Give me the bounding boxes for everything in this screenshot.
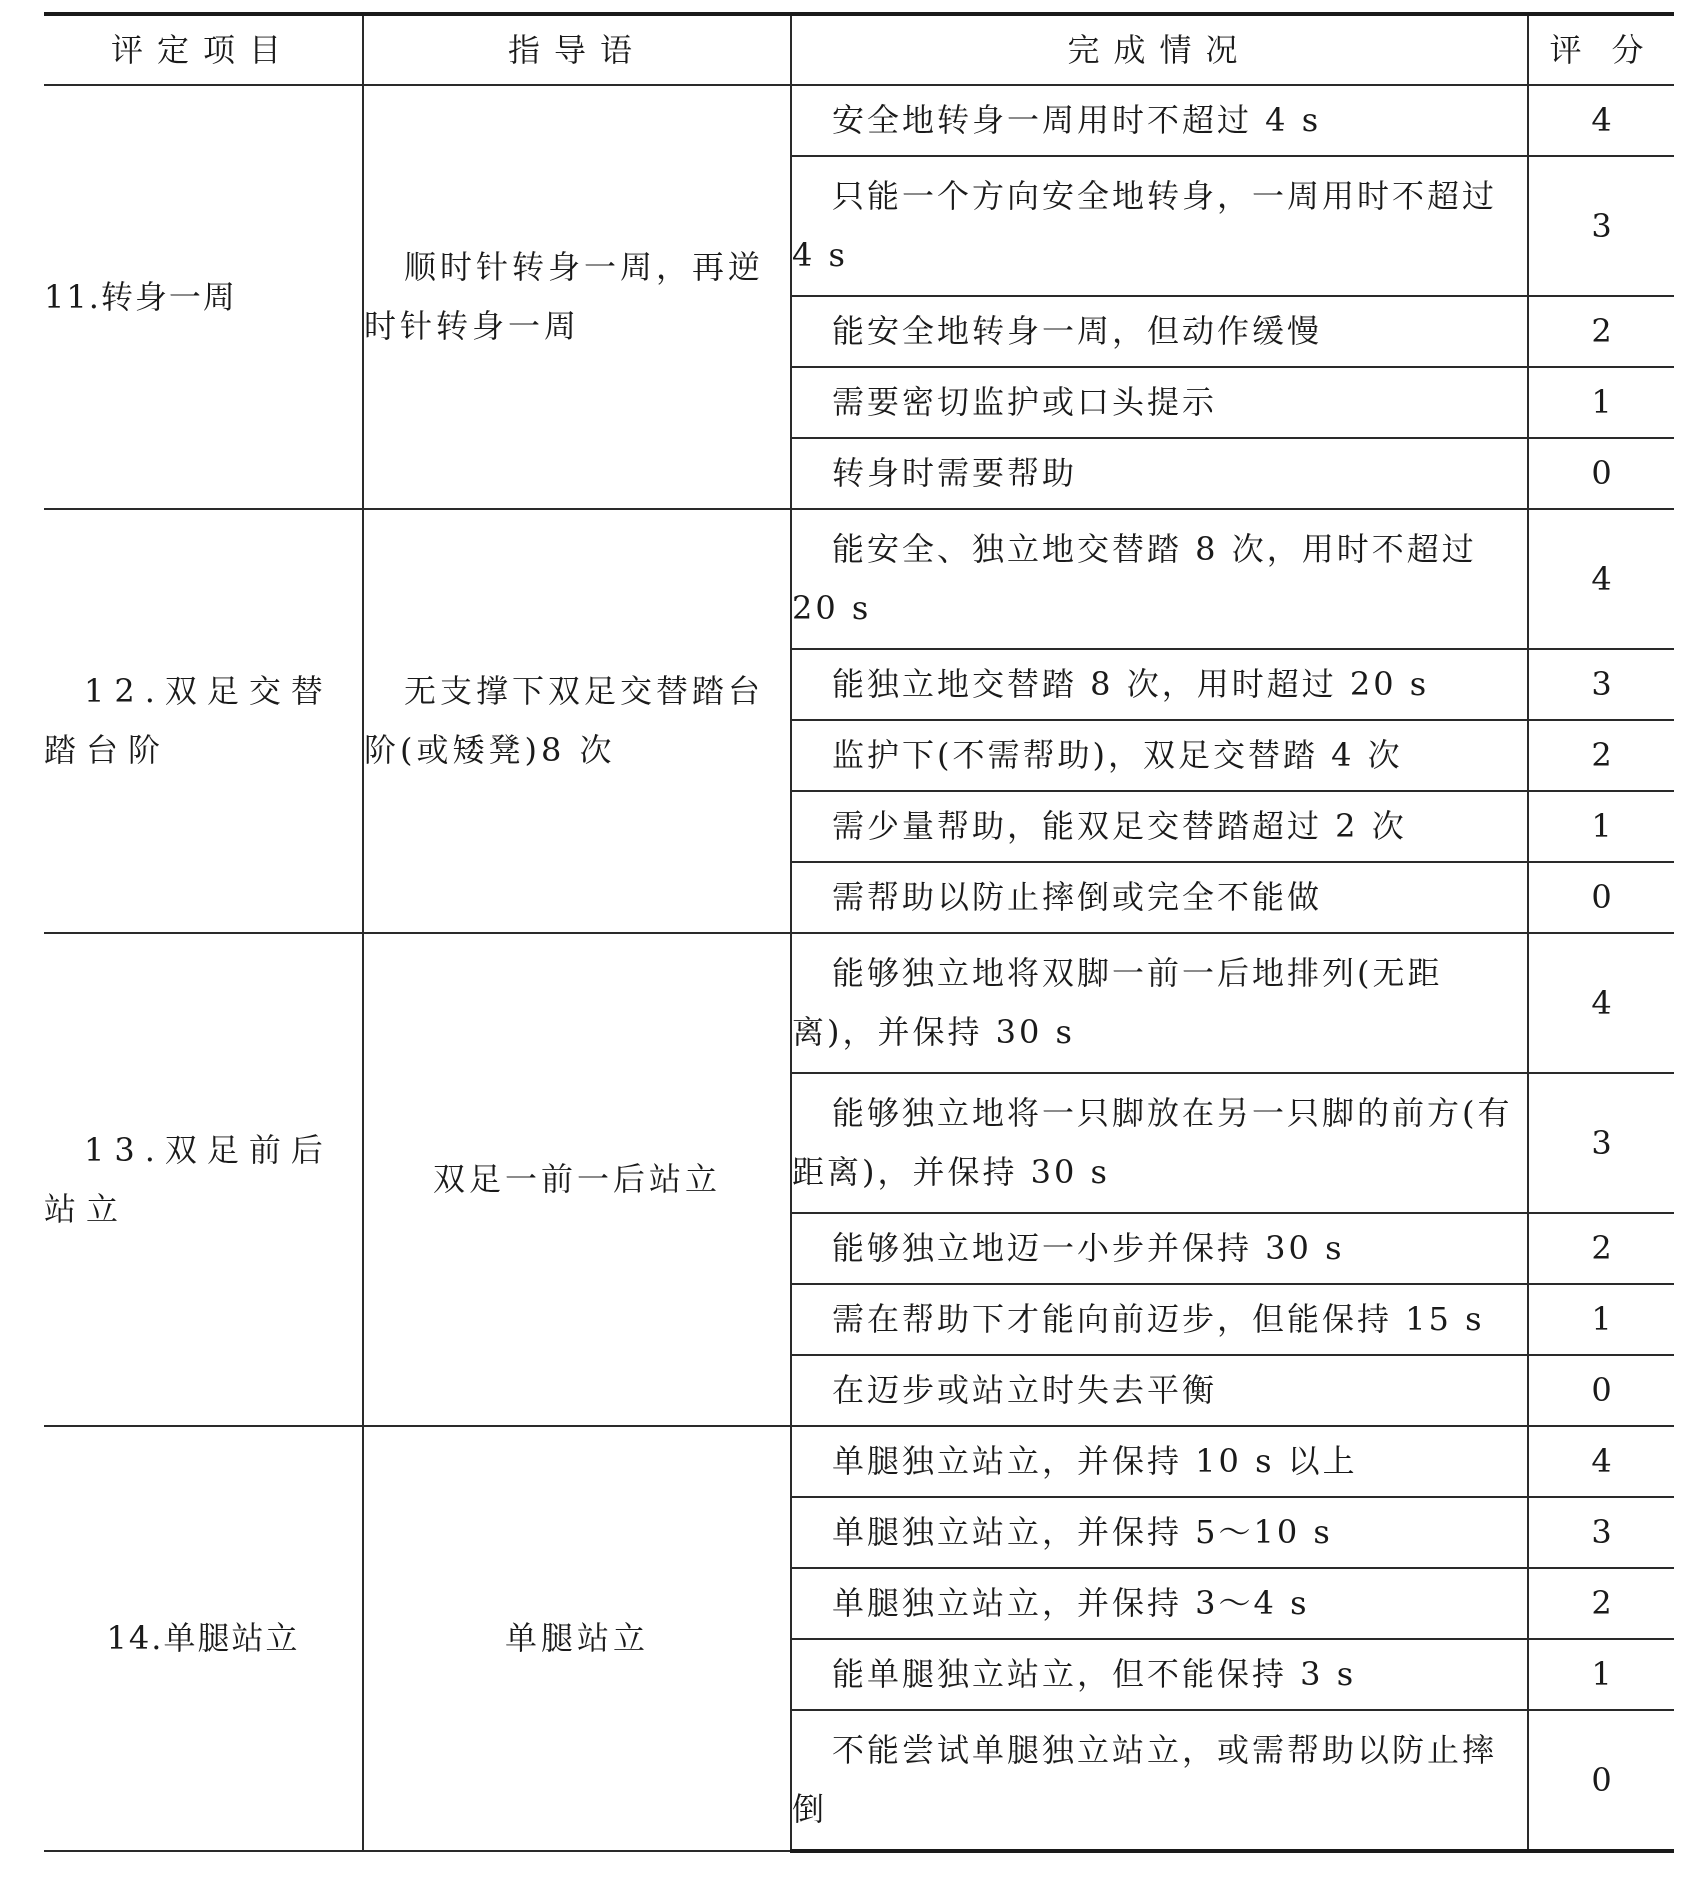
table-row — [44, 1426, 1674, 1497]
score-cell: 1 — [1528, 791, 1674, 862]
score-cell: 1 — [1528, 1284, 1674, 1355]
condition-cell: 需要密切监护或口头提示 — [791, 367, 1528, 438]
item-name: 12.双足交替踏台阶 — [44, 509, 363, 933]
table-row — [44, 85, 1674, 156]
condition-cell: 转身时需要帮助 — [791, 438, 1528, 509]
condition-cell: 能够独立地将双脚一前一后地排列(无距离)，并保持 30 s — [791, 933, 1528, 1073]
header-score: 评分 — [1528, 14, 1674, 85]
condition-cell: 能安全、独立地交替踏 8 次，用时不超过 20 s — [791, 509, 1528, 649]
condition-cell: 单腿独立站立，并保持 10 s 以上 — [791, 1426, 1528, 1497]
score-cell: 0 — [1528, 862, 1674, 933]
score-cell: 0 — [1528, 1355, 1674, 1426]
condition-cell: 单腿独立站立，并保持 3～4 s — [791, 1568, 1528, 1639]
score-cell: 2 — [1528, 1568, 1674, 1639]
condition-cell: 能够独立地将一只脚放在另一只脚的前方(有距离)，并保持 30 s — [791, 1073, 1528, 1213]
score-cell: 2 — [1528, 1213, 1674, 1284]
condition-cell: 能安全地转身一周，但动作缓慢 — [791, 296, 1528, 367]
score-cell: 0 — [1528, 438, 1674, 509]
score-cell: 1 — [1528, 1639, 1674, 1710]
condition-cell: 能独立地交替踏 8 次，用时超过 20 s — [791, 649, 1528, 720]
item-instruction: 单腿站立 — [363, 1426, 791, 1851]
table-row — [44, 509, 1674, 649]
score-cell: 2 — [1528, 720, 1674, 791]
condition-cell: 单腿独立站立，并保持 5～10 s — [791, 1497, 1528, 1568]
condition-cell: 需帮助以防止摔倒或完全不能做 — [791, 862, 1528, 933]
condition-cell: 能单腿独立站立，但不能保持 3 s — [791, 1639, 1528, 1710]
condition-cell: 在迈步或站立时失去平衡 — [791, 1355, 1528, 1426]
table-row — [44, 933, 1674, 1073]
condition-cell: 只能一个方向安全地转身，一周用时不超过 4 s — [791, 156, 1528, 296]
score-cell: 3 — [1528, 649, 1674, 720]
score-cell: 0 — [1528, 1710, 1674, 1851]
score-cell: 4 — [1528, 1426, 1674, 1497]
condition-cell: 安全地转身一周用时不超过 4 s — [791, 85, 1528, 156]
condition-cell: 不能尝试单腿独立站立，或需帮助以防止摔倒 — [791, 1710, 1528, 1851]
score-cell: 4 — [1528, 509, 1674, 649]
score-cell: 3 — [1528, 1073, 1674, 1213]
score-cell: 3 — [1528, 156, 1674, 296]
condition-cell: 监护下(不需帮助)，双足交替踏 4 次 — [791, 720, 1528, 791]
header-condition: 完成情况 — [791, 14, 1528, 85]
score-cell: 1 — [1528, 367, 1674, 438]
item-name: 14.单腿站立 — [44, 1426, 363, 1851]
item-instruction: 双足一前一后站立 — [363, 933, 791, 1426]
header-instruction: 指导语 — [363, 14, 791, 85]
assessment-sheet — [44, 12, 1674, 1853]
condition-cell: 能够独立地迈一小步并保持 30 s — [791, 1213, 1528, 1284]
item-name: 13.双足前后站立 — [44, 933, 363, 1426]
header-item: 评定项目 — [44, 14, 363, 85]
score-cell: 4 — [1528, 933, 1674, 1073]
item-instruction: 无支撑下双足交替踏台阶(或矮凳)8 次 — [363, 509, 791, 933]
score-cell: 3 — [1528, 1497, 1674, 1568]
score-cell: 2 — [1528, 296, 1674, 367]
header-row — [44, 14, 1674, 85]
item-instruction: 顺时针转身一周，再逆时针转身一周 — [363, 85, 791, 509]
condition-cell: 需在帮助下才能向前迈步，但能保持 15 s — [791, 1284, 1528, 1355]
item-name: 11.转身一周 — [44, 85, 363, 509]
balance-assessment-table — [44, 12, 1674, 1853]
condition-cell: 需少量帮助，能双足交替踏超过 2 次 — [791, 791, 1528, 862]
score-cell: 4 — [1528, 85, 1674, 156]
